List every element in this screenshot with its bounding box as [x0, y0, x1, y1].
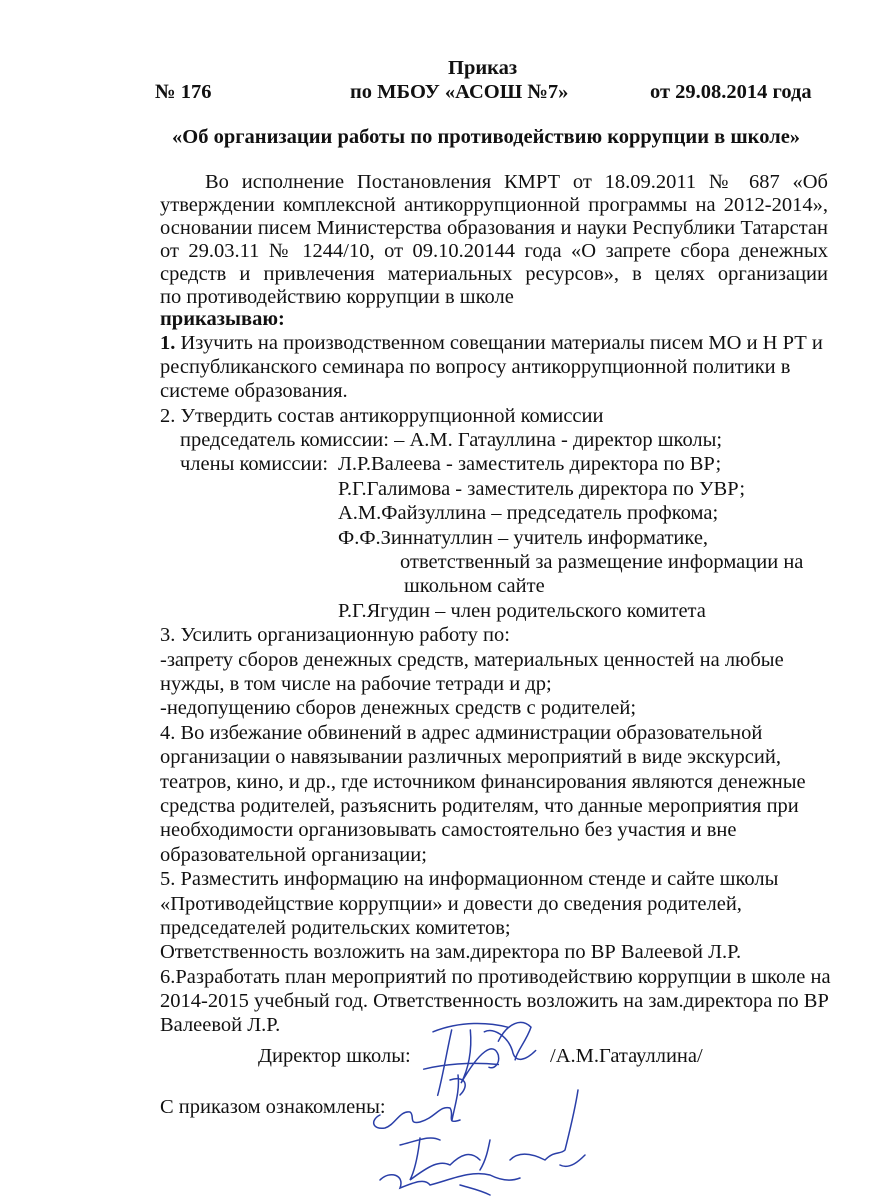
order-word: приказываю: [160, 308, 285, 330]
preamble-line: основании писем Министерства образования и науки Республики Татарстан [160, 217, 828, 239]
item-4-line: организации о навязывании различных мероприятий в виде экскурсий, [160, 746, 781, 768]
preamble-line: по противодействию коррупции в школе [160, 286, 514, 308]
item-4-line: необходимости организовывать самостоятельно без участия и вне [160, 819, 737, 841]
signature-name: /А.М.Гатауллина/ [550, 1045, 703, 1067]
item-5-line: Ответственность возложить на зам.директора по ВР Валеевой Л.Р. [160, 941, 742, 963]
item-3-line: -запрету сборов денежных средств, материальных ценностей на любые [160, 649, 784, 671]
item-6: 6.Разработать план мероприятий по противодействию коррупции в школе на [160, 966, 831, 988]
order-date: от 29.08.2014 года [650, 81, 812, 103]
member: Р.Г.Галимова - заместитель директора по УВР; [338, 478, 746, 500]
item-1-line: системе образования. [160, 380, 348, 402]
order-number: № 176 [155, 81, 212, 103]
signature-role: Директор школы: [258, 1045, 411, 1067]
member: Л.Р.Валеева - заместитель директора по ВР; [338, 453, 722, 475]
preamble-line: Во исполнение Постановления КМРТ от 18.09.2011 № 687 «Об [205, 171, 828, 193]
member: А.М.Файзуллина – председатель профкома; [338, 502, 719, 524]
member: Р.Г.Ягудин – член родительского комитета [338, 600, 706, 622]
order-title: «Об организации работы по противодействию коррупции в школе» [172, 126, 801, 148]
member-note: школьном сайте [404, 575, 545, 597]
member: Ф.Ф.Зиннатуллин – учитель информатике, [338, 527, 709, 549]
item-3-line: нужды, в том числе на рабочие тетради и др; [160, 673, 552, 695]
item-6-line: Валеевой Л.Р. [160, 1014, 281, 1036]
members-label: члены комиссии: [180, 453, 329, 475]
item-5-line: председателей родительских комитетов; [160, 917, 511, 939]
item-4-line: театров, кино, и др., где источником финансирования являются денежные [160, 771, 806, 793]
member-note: ответственный за размещение информации на [400, 551, 804, 573]
organization: по МБОУ «АСОШ №7» [350, 81, 569, 103]
item-4: 4. Во избежание обвинений в адрес администрации образовательной [160, 722, 763, 744]
doc-type: Приказ [448, 57, 518, 79]
item-5-line: «Противодейцствие коррупции» и довести до сведения родителей, [160, 893, 742, 915]
item-1 [160, 332, 823, 354]
item-4-line: образовательной организации; [160, 844, 427, 866]
item-3-line: -недопущению сборов денежных средств с родителей; [160, 697, 637, 719]
item-2: 2. Утвердить состав антикоррупционной комиссии [160, 405, 604, 427]
item-6-line: 2014-2015 учебный год. Ответственность возложить на зам.директора по ВР [160, 990, 829, 1012]
item-1-text: Изучить на производственном совещании материалы писем МО и Н РТ и [180, 332, 823, 354]
preamble-line: средств и привлечения материальных ресурсов», в целях организации [160, 263, 828, 285]
acknowledged-label: С приказом ознакомлены: [160, 1096, 386, 1118]
item-3: 3. Усилить организационную работу по: [160, 624, 510, 646]
item-1-number: 1. [160, 332, 176, 354]
preamble-line: от 29.03.11 № 1244/10, от 09.10.20144 года «О запрете сбора денежных [160, 240, 828, 262]
preamble-line: утверждении комплексной антикоррупционной программы на 2012-2014», [160, 194, 828, 216]
item-1-line: республиканского семинара по вопросу антикоррупционной политики в [160, 356, 791, 378]
item-5: 5. Разместить информацию на информационном стенде и сайте школы [160, 868, 779, 890]
item-4-line: средства родителей, разъяснить родителям, что данные мероприятия при [160, 795, 799, 817]
commission-chair: председатель комиссии: – А.М. Гатауллина - директор школы; [180, 429, 723, 451]
acknowledgement-signatures [360, 1070, 600, 1200]
